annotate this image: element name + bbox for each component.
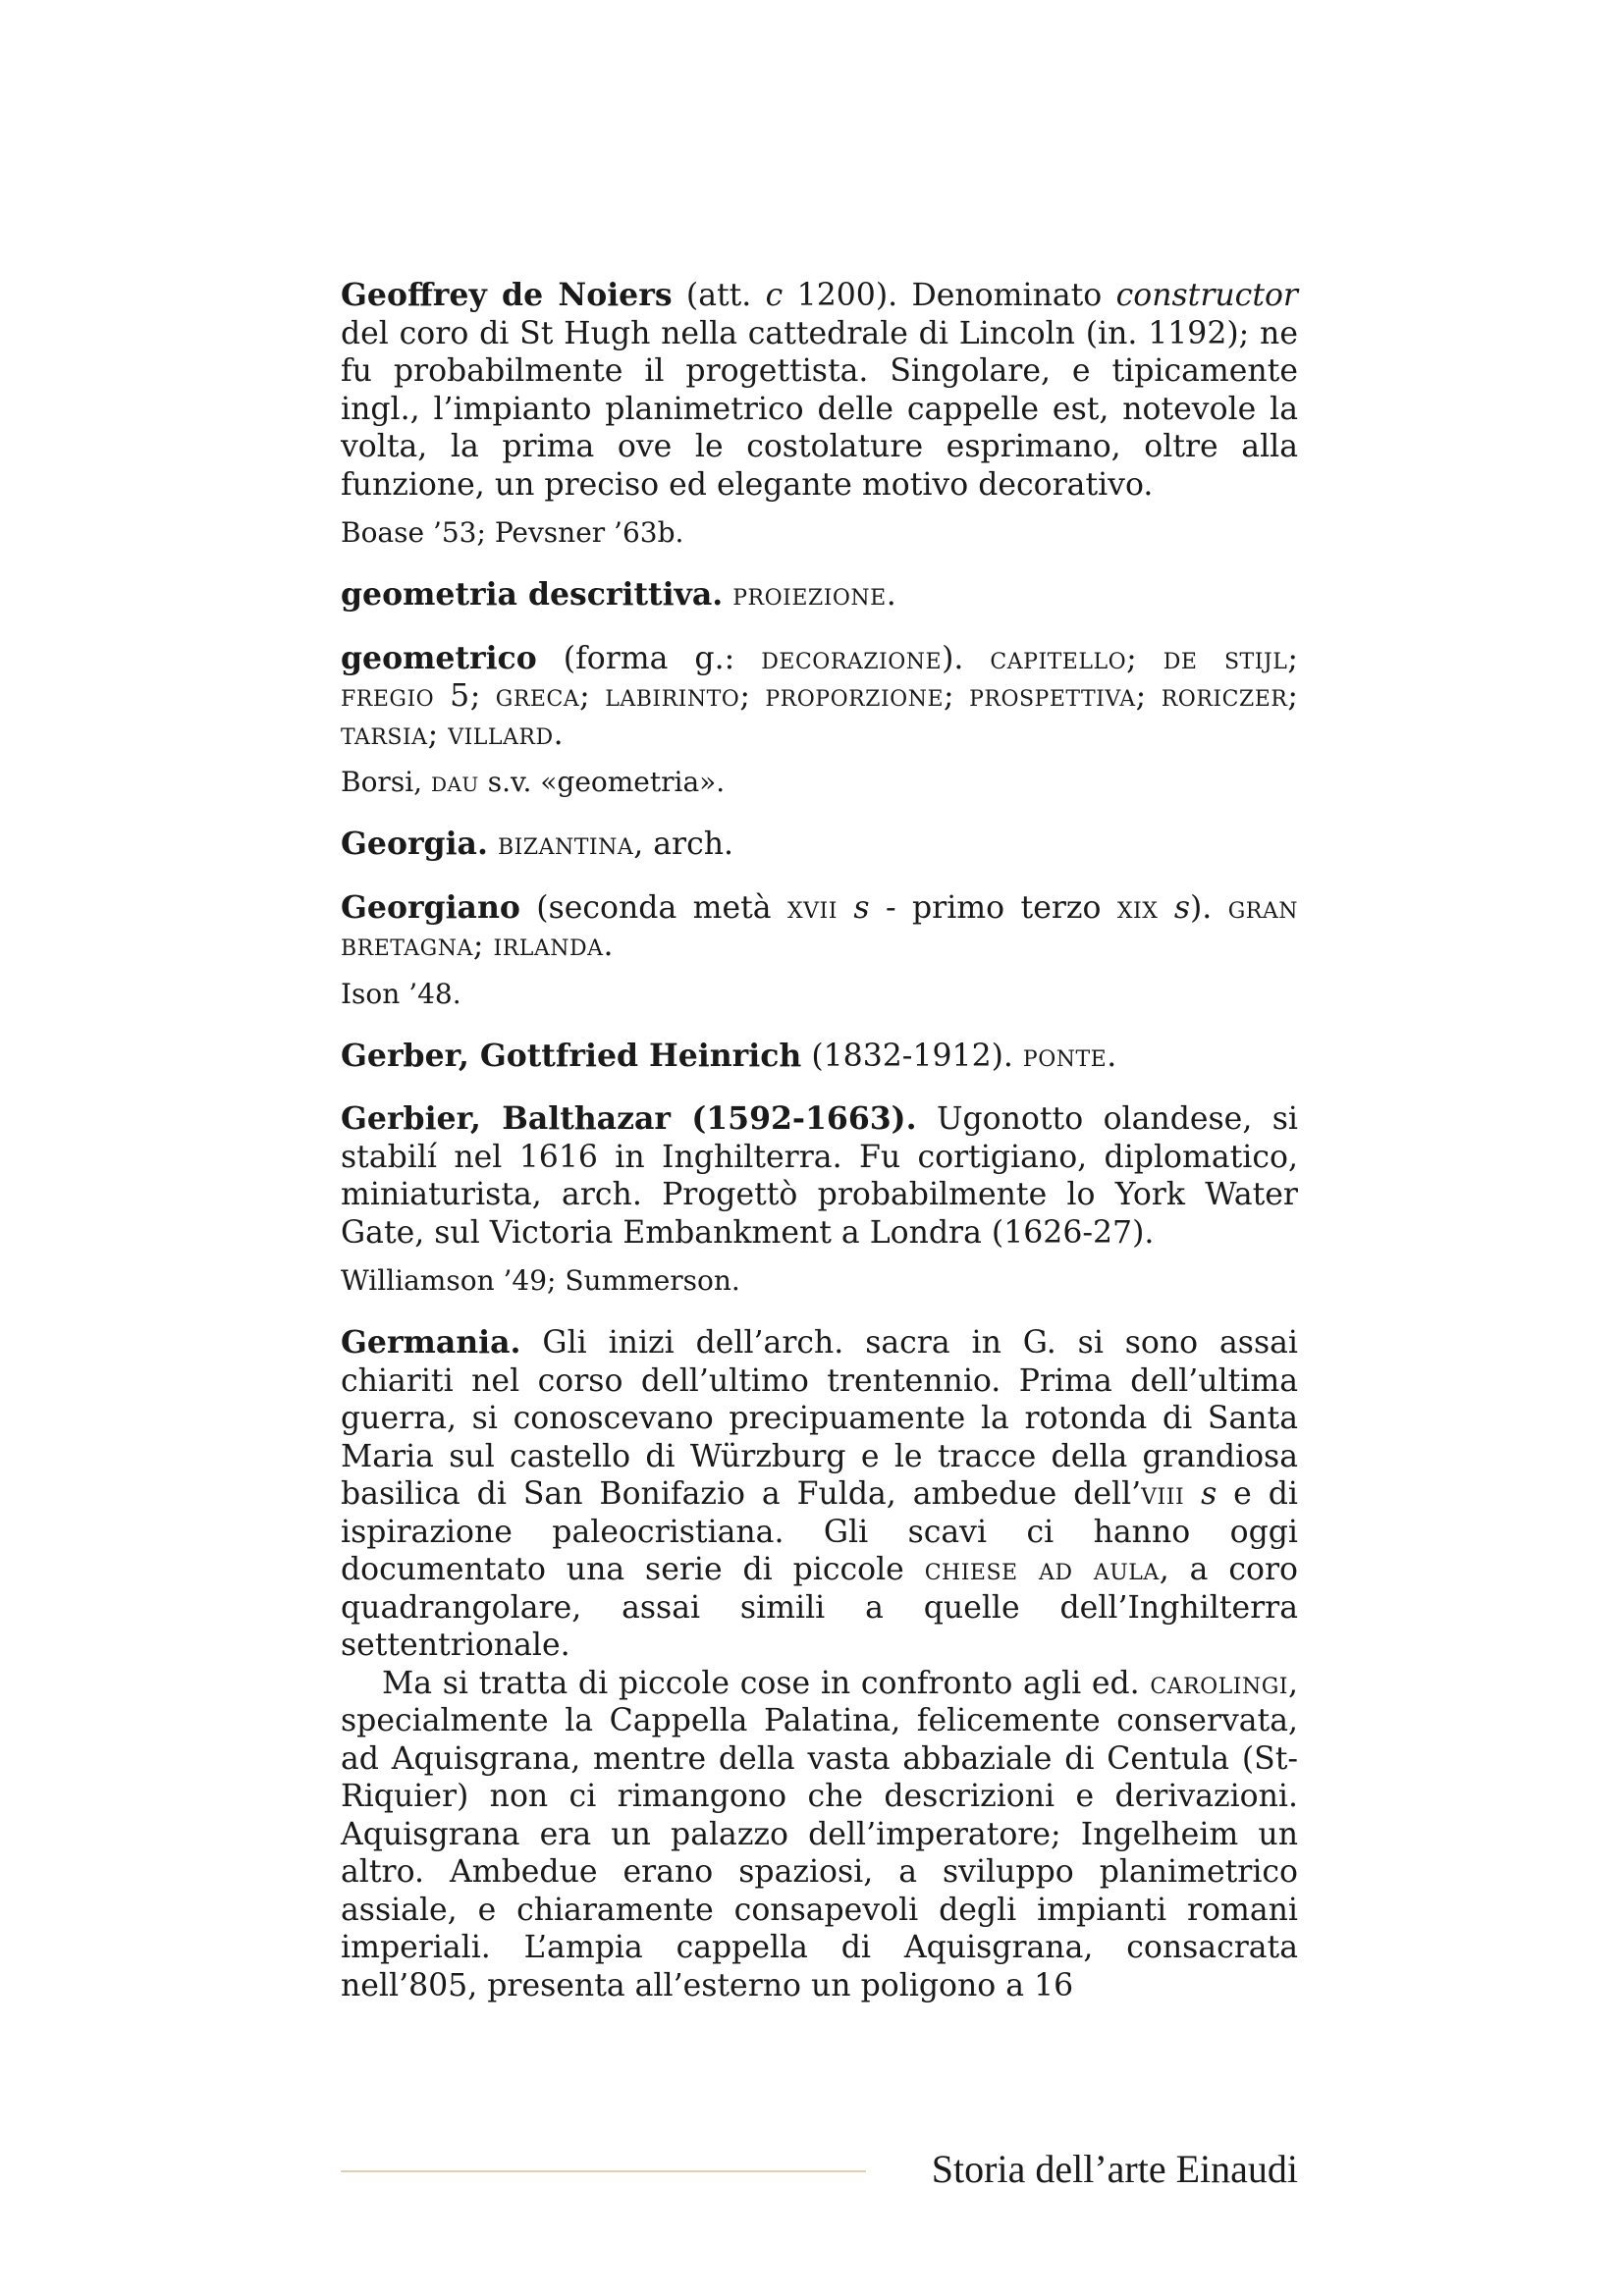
entry-headword: Geoffrey de Noiers: [341, 277, 673, 313]
entry-bibliography: [341, 1263, 1298, 1299]
dictionary-entry: [341, 640, 1298, 801]
entry-bibliography: [341, 977, 1298, 1012]
text-run: (seconda metà: [519, 889, 787, 926]
cross-reference: tarsia: [341, 716, 428, 752]
entry-paragraph: [341, 1324, 1298, 1665]
dictionary-entry: [341, 826, 1298, 864]
text-run: ;: [579, 678, 606, 714]
entry-headword: Georgia.: [341, 826, 488, 862]
text-run: [1158, 890, 1173, 926]
text-run: ;: [1135, 678, 1162, 714]
cross-reference: greca: [495, 678, 580, 714]
text-run: s: [1201, 1476, 1217, 1512]
entry-paragraph: [341, 826, 1298, 864]
entry-headword: Georgiano: [341, 888, 520, 926]
text-run: , arch.: [633, 827, 734, 862]
text-run: - primo terzo: [869, 889, 1117, 926]
text-run: Ison ’48.: [341, 977, 461, 1010]
cross-reference: irlanda: [493, 928, 604, 963]
entry-headword: Gerber, Gottfried Heinrich: [341, 1037, 802, 1074]
text-run: .: [886, 577, 896, 613]
cross-reference: gran bretagna: [341, 889, 1298, 963]
text-run: ;: [1287, 640, 1298, 676]
cross-reference: xix: [1116, 889, 1159, 926]
entry-headword: Gerbier, Balthazar (1592-1663).: [341, 1100, 917, 1137]
text-run: , a coro quadrangolare, assai simili a quelle dell’Inghilterra settentrionale.: [341, 1552, 1298, 1663]
text-run: Ma si tratta di piccole cose in confronto agli ed.: [382, 1665, 1151, 1701]
cross-reference: de stijl: [1163, 640, 1288, 676]
dictionary-entry: [341, 889, 1298, 1012]
cross-reference: prospettiva: [969, 678, 1136, 714]
text-run: Gli inizi dell’arch. sacra in G. si sono assai chiariti nel corso dell’ultimo trentennio. Prima dell’ultima guerra, si conoscevano precipuamente la rotonda di Santa Maria sul castello di Würzburg e le tracce della grandiosa basilica di San Bonifazio a Fulda, ambedue dell’: [341, 1325, 1298, 1512]
entry-headword: geometrico: [341, 639, 537, 676]
cross-reference: capitello: [990, 640, 1127, 676]
dictionary-entry: [341, 1100, 1298, 1299]
cross-reference: labirinto: [605, 678, 740, 714]
text-run: .: [603, 928, 614, 963]
footer-title: Storia dell’arte Einaudi: [931, 2147, 1298, 2191]
text-run: Boase ’53; Pevsner ’63b.: [341, 516, 684, 549]
cross-reference: decorazione: [761, 640, 943, 676]
text-run: (1832-1912).: [801, 1038, 1023, 1074]
text-run: Borsi,: [341, 766, 431, 798]
dictionary-entry: [341, 1038, 1298, 1076]
text-run: del coro di St Hugh nella cattedrale di Lincoln (in. 1192); ne fu probabilmente il progettista. Singolare, e tipicamente ingl., l’impianto planimetrico delle cappelle est, notevole la volta, la prima ove le costolature esprimano, oltre alla funzione, un preciso ed elegante motivo decorativo.: [341, 315, 1298, 503]
text-run: s: [853, 889, 870, 926]
text-run: .: [553, 716, 564, 752]
entry-paragraph: [341, 1665, 1298, 2005]
cross-reference: fregio 5: [341, 678, 470, 714]
text-run: .: [1107, 1038, 1117, 1074]
entry-paragraph: [341, 1100, 1298, 1252]
cross-reference: dau: [430, 766, 479, 798]
text-run: 1200). Denominato: [783, 278, 1116, 313]
text-run: c: [765, 278, 784, 313]
entry-bibliography: [341, 515, 1298, 551]
cross-reference: bizantina: [497, 827, 634, 862]
text-run: ;: [739, 678, 766, 714]
text-run: ;: [469, 678, 496, 714]
dictionary-column: [341, 277, 1298, 2030]
cross-reference: ponte: [1022, 1038, 1108, 1074]
dictionary-entry: [341, 277, 1298, 551]
text-run: [1184, 1476, 1201, 1512]
text-run: s: [1173, 889, 1190, 926]
entry-bibliography: [341, 765, 1298, 800]
dictionary-entry: [341, 576, 1298, 614]
text-run: (forma g.:: [536, 640, 762, 676]
cross-reference: viii: [1141, 1476, 1185, 1512]
text-run: e di ispirazione paleocristiana. Gli scavi ci hanno oggi documentato una serie di piccole: [341, 1476, 1298, 1587]
entry-paragraph: [341, 1038, 1298, 1076]
text-run: Ugonotto olandese, si stabilí nel 1616 in Inghilterra. Fu cortigiano, diplomatico, miniaturista, arch. Progettò probabilmente lo York Water Gate, sul Victoria Embankment a Londra (1626-27).: [341, 1101, 1298, 1251]
entry-paragraph: [341, 277, 1298, 504]
text-run: [723, 577, 732, 613]
text-run: ;: [1287, 678, 1298, 714]
cross-reference: proporzione: [765, 678, 945, 714]
text-run: [488, 827, 498, 862]
entry-paragraph: [341, 889, 1298, 965]
text-run: ).: [942, 640, 991, 676]
text-run: ).: [1190, 889, 1228, 926]
dictionary-entry: [341, 1324, 1298, 2004]
text-run: [838, 890, 853, 926]
cross-reference: roriczer: [1161, 678, 1288, 714]
entry-paragraph: [341, 640, 1298, 754]
text-run: constructor: [1115, 278, 1298, 313]
text-run: Williamson ’49; Summerson.: [341, 1264, 740, 1297]
text-run: , specialmente la Cappella Palatina, felicemente conservata, ad Aquisgrana, mentre della vasta abbaziale di Centula (St-Riquier) non ci rimangono che descrizioni e derivazioni. Aquisgrana era un palazzo dell’imperatore; Ingelheim un altro. Ambedue erano spaziosi, a sviluppo planimetrico assiale, e chiaramente consapevoli degli impianti romani imperiali. L’ampia cappella di Aquisgrana, consacrata nell’805, presenta all’esterno un poligono a 16: [341, 1665, 1298, 2003]
text-run: ;: [944, 678, 970, 714]
text-run: ;: [427, 716, 449, 752]
text-run: s.v. «geometria».: [478, 766, 726, 798]
cross-reference: carolingi: [1150, 1665, 1288, 1701]
cross-reference: villard: [448, 716, 554, 752]
entry-headword: Germania.: [341, 1324, 521, 1361]
cross-reference: xvii: [787, 889, 838, 926]
text-run: (att.: [672, 278, 766, 313]
entry-headword: geometria descrittiva.: [341, 576, 724, 613]
entry-paragraph: [341, 576, 1298, 614]
cross-reference: chiese ad aula: [924, 1552, 1160, 1587]
cross-reference: proiezione: [732, 577, 887, 613]
footer-rule: [341, 2170, 866, 2172]
text-run: ;: [472, 928, 494, 963]
text-run: ;: [1126, 640, 1163, 676]
